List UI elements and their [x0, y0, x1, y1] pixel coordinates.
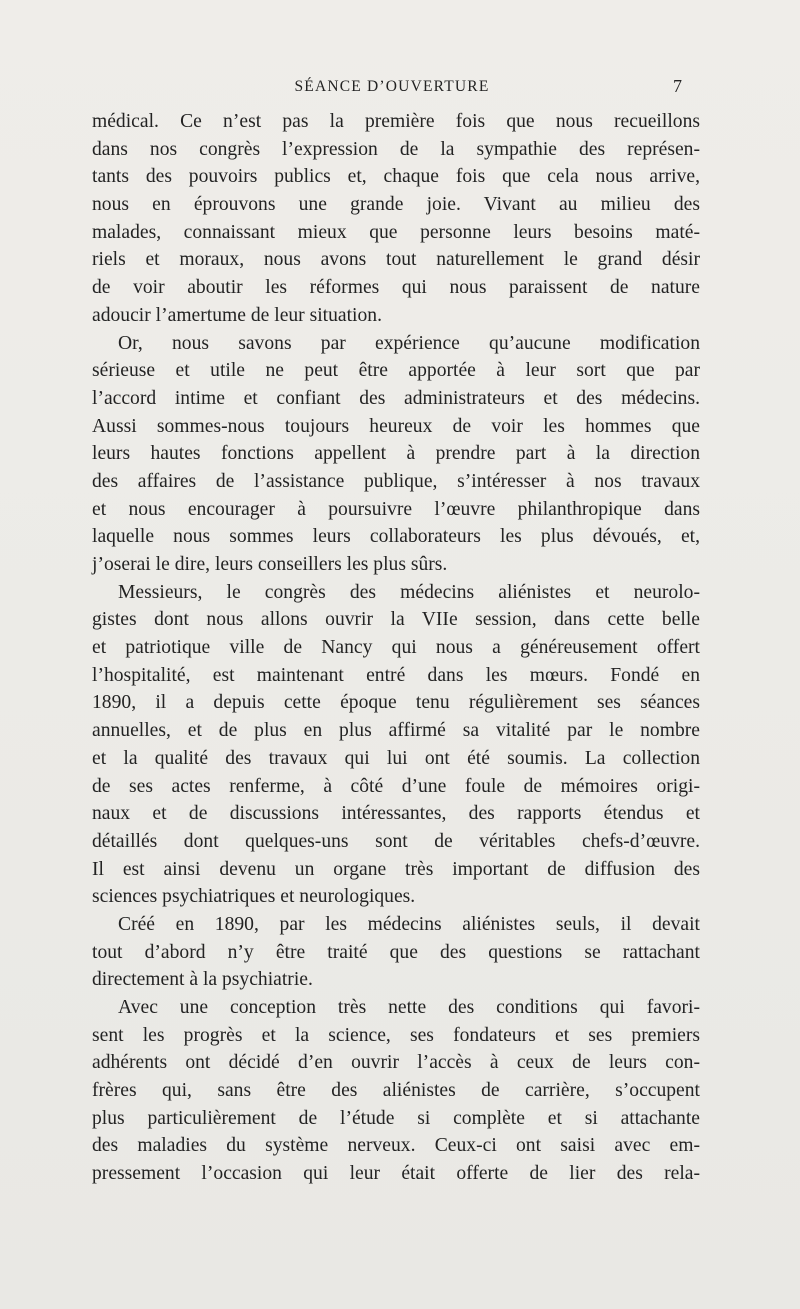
text-line: de ses actes renferme, à côté d’une foule de mémoires origi-: [92, 775, 700, 797]
text-line: naux et de discussions intéressantes, des rapports étendus et: [92, 803, 700, 825]
text-line: plus particulièrement de l’étude si complète et si attachante: [92, 1107, 700, 1129]
text-line: adhérents ont décidé d’en ouvrir l’accès à ceux de leurs con-: [92, 1052, 700, 1074]
text-line: et la qualité des travaux qui lui ont été soumis. La collection: [92, 747, 700, 769]
text-line: sciences psychiatriques et neurologiques.: [92, 886, 416, 908]
body-text: [92, 108, 700, 1188]
text-line: frères qui, sans être des aliénistes de carrière, s’occupent: [92, 1080, 700, 1102]
text-line: leurs hautes fonctions appellent à prendre part à la direction: [92, 443, 700, 465]
text-line: tout d’abord n’y être traité que des questions se rattachant: [92, 941, 700, 963]
text-line: Or, nous savons par expérience qu’aucune modification: [118, 332, 700, 354]
text-line: j’oserai le dire, leurs conseillers les plus sûrs.: [92, 554, 448, 575]
text-line: tants des pouvoirs publics et, chaque fois que cela nous arrive,: [92, 166, 700, 188]
text-line: des affaires de l’assistance publique, s’intéresser à nos travaux: [92, 470, 700, 492]
text-line: et patriotique ville de Nancy qui nous a généreusement offert: [92, 637, 700, 659]
text-line: 1890, il a depuis cette époque tenu régulièrement ses séances: [92, 692, 700, 714]
text-line: adoucir l’amertume de leur situation.: [92, 304, 382, 326]
text-line: des maladies du système nerveux. Ceux-ci ont saisi avec em-: [92, 1135, 700, 1157]
text-line: gistes dont nous allons ouvrir la VIIe session, dans cette belle: [92, 609, 700, 631]
text-line: médical. Ce n’est pas la première fois que nous recueillons: [92, 111, 700, 132]
text-line: de voir aboutir les réformes qui nous paraissent de nature: [92, 277, 700, 299]
text-line: nous en éprouvons une grande joie. Vivant au milieu des: [92, 194, 700, 216]
text-line: Messieurs, le congrès des médecins aliénistes et neurolo-: [118, 581, 700, 603]
text-line: riels et moraux, nous avons tout naturellement le grand désir: [92, 249, 700, 271]
text-line: pressement l’occasion qui leur était offerte de lier des rela-: [92, 1163, 700, 1185]
text-line: et nous encourager à poursuivre l’œuvre philanthropique dans: [92, 498, 700, 520]
text-line: dans nos congrès l’expression de la sympathie des représen-: [92, 138, 700, 160]
text-line: directement à la psychiatrie.: [92, 969, 313, 991]
running-title: SÉANCE D’OUVERTURE: [294, 78, 490, 95]
text-line: Avec une conception très nette des conditions qui favori-: [118, 997, 700, 1018]
running-header: [92, 76, 692, 102]
text-line: Créé en 1890, par les médecins aliénistes seuls, il devait: [118, 913, 700, 935]
text-line: malades, connaissant mieux que personne leurs besoins maté-: [92, 221, 700, 243]
text-line: annuelles, et de plus en plus affirmé sa vitalité par le nombre: [92, 720, 700, 742]
text-line: sent les progrès et la science, ses fondateurs et ses premiers: [92, 1024, 700, 1046]
text-line: l’accord intime et confiant des administrateurs et des médecins.: [92, 387, 700, 409]
text-line: Aussi sommes-nous toujours heureux de voir les hommes que: [92, 415, 700, 437]
text-line: détaillés dont quelques-uns sont de véritables chefs-d’œuvre.: [92, 830, 700, 852]
text-line: Il est ainsi devenu un organe très important de diffusion des: [92, 858, 700, 880]
text-line: l’hospitalité, est maintenant entré dans les mœurs. Fondé en: [92, 664, 700, 686]
text-line: laquelle nous sommes leurs collaborateurs les plus dévoués, et,: [92, 526, 700, 548]
page-number: 7: [673, 76, 682, 96]
text-line: sérieuse et utile ne peut être apportée à leur sort que par: [92, 360, 700, 382]
